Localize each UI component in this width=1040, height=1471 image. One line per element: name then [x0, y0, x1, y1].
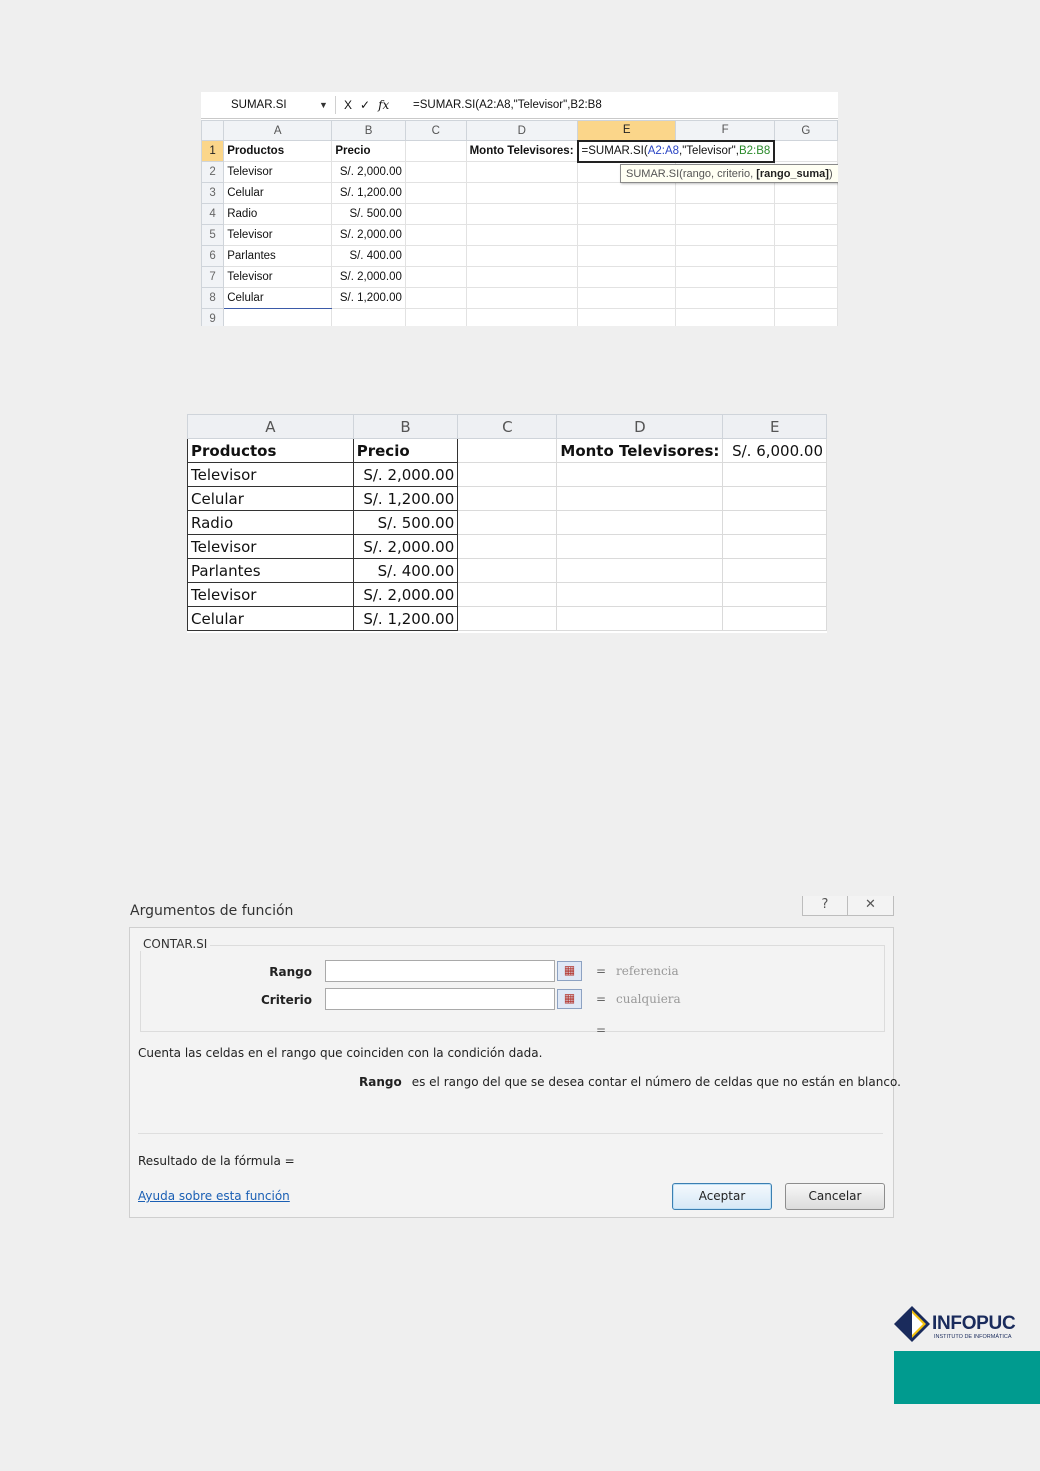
- criterio-input[interactable]: [325, 988, 555, 1010]
- sheet-row: [202, 309, 838, 327]
- cell[interactable]: [723, 583, 827, 607]
- cell[interactable]: Televisor: [224, 162, 332, 183]
- cell[interactable]: [723, 607, 827, 631]
- column-header[interactable]: G: [774, 121, 837, 141]
- cell[interactable]: [466, 309, 577, 327]
- column-header[interactable]: A: [188, 415, 354, 439]
- cell[interactable]: [578, 204, 676, 225]
- dropdown-arrow-icon[interactable]: ▼: [319, 100, 328, 110]
- cell[interactable]: [466, 204, 577, 225]
- cell[interactable]: Radio: [224, 204, 332, 225]
- argument-help-name: Rango: [359, 1075, 402, 1089]
- cell[interactable]: Monto Televisores:: [557, 439, 723, 463]
- function-description: Cuenta las celdas en el rango que coinciden con la condición dada.: [138, 1046, 543, 1060]
- cell[interactable]: Televisor: [188, 583, 354, 607]
- worksheet-grid: [201, 120, 838, 326]
- cell[interactable]: [578, 246, 676, 267]
- function-name-label: CONTAR.SI: [140, 937, 210, 951]
- sheet-row: [202, 183, 838, 204]
- sheet-row: [188, 583, 827, 607]
- row-header[interactable]: 1: [202, 141, 224, 162]
- cell[interactable]: [458, 535, 557, 559]
- formula-sum-range-ref: B2:B8: [738, 145, 771, 157]
- cell[interactable]: [458, 463, 557, 487]
- criterio-equals: =: [596, 992, 607, 1006]
- cell[interactable]: [458, 559, 557, 583]
- brand-subtitle: INSTITUTO DE INFORMÁTICA: [934, 1334, 1012, 1340]
- close-icon[interactable]: ✕: [848, 896, 894, 916]
- sheet-row: [202, 225, 838, 246]
- cell[interactable]: [774, 141, 837, 162]
- cell[interactable]: [774, 246, 837, 267]
- cell[interactable]: Precio: [353, 439, 458, 463]
- ok-button[interactable]: Aceptar: [672, 1183, 772, 1210]
- cell[interactable]: Radio: [188, 511, 354, 535]
- cell[interactable]: S/. 2,000.00: [353, 535, 458, 559]
- function-result-equals: =: [596, 1023, 607, 1037]
- cell[interactable]: [405, 309, 466, 327]
- criterio-label: Criterio: [261, 993, 312, 1007]
- cell[interactable]: [774, 204, 837, 225]
- cell[interactable]: [405, 183, 466, 204]
- cell[interactable]: [578, 267, 676, 288]
- cell[interactable]: S/. 2,000.00: [332, 225, 406, 246]
- tooltip-signature[interactable]: SUMAR.SI(rango, criterio,: [626, 168, 757, 180]
- cell[interactable]: [557, 583, 723, 607]
- cell[interactable]: Productos: [224, 141, 332, 162]
- cell[interactable]: [774, 309, 837, 327]
- row-header[interactable]: 5: [202, 225, 224, 246]
- cell[interactable]: [557, 535, 723, 559]
- cell[interactable]: S/. 1,200.00: [332, 288, 406, 309]
- enter-check-icon[interactable]: ✓: [360, 98, 371, 112]
- cell[interactable]: [676, 267, 774, 288]
- cell[interactable]: S/. 500.00: [353, 511, 458, 535]
- collapse-dialog-icon[interactable]: ▦: [557, 989, 582, 1009]
- rango-equals: =: [596, 964, 607, 978]
- cell[interactable]: [557, 607, 723, 631]
- row-header[interactable]: 6: [202, 246, 224, 267]
- dialog-title: Argumentos de función: [130, 903, 294, 919]
- formula-range-ref: A2:A8: [647, 145, 680, 157]
- column-header[interactable]: F: [676, 121, 774, 141]
- cell[interactable]: [458, 607, 557, 631]
- cancel-x-icon[interactable]: X: [344, 98, 353, 112]
- formula-criteria: ,"Televisor",: [679, 145, 739, 157]
- collapse-dialog-icon[interactable]: ▦: [557, 961, 582, 981]
- cell[interactable]: [774, 288, 837, 309]
- rango-hint: referencia: [616, 964, 679, 978]
- cell[interactable]: [676, 246, 774, 267]
- sheet-row: [202, 141, 838, 162]
- infopuc-logo: [892, 1300, 1027, 1348]
- cell[interactable]: S/. 2,000.00: [332, 267, 406, 288]
- formula-prefix: =SUMAR.SI(: [581, 145, 648, 157]
- sheet-row: [188, 463, 827, 487]
- cell[interactable]: [224, 309, 332, 327]
- cell[interactable]: S/. 400.00: [332, 246, 406, 267]
- cell[interactable]: [557, 463, 723, 487]
- cell[interactable]: [332, 309, 406, 327]
- function-arguments-dialog: [124, 896, 901, 1222]
- column-header[interactable]: E: [578, 121, 676, 141]
- cell[interactable]: S/. 1,200.00: [353, 487, 458, 511]
- rango-label: Rango: [269, 965, 312, 979]
- column-header[interactable]: C: [458, 415, 557, 439]
- criterio-hint: cualquiera: [616, 992, 681, 1006]
- select-all-corner[interactable]: [202, 121, 224, 141]
- dialog-body: [129, 927, 901, 1218]
- cell[interactable]: [458, 439, 557, 463]
- row-header[interactable]: 2: [202, 162, 224, 183]
- sheet-row: [202, 246, 838, 267]
- formula-entry-screenshot: [201, 92, 838, 326]
- sheet-row: [188, 607, 827, 631]
- cell[interactable]: S/. 2,000.00: [353, 583, 458, 607]
- cell[interactable]: [458, 583, 557, 607]
- cell[interactable]: [723, 463, 827, 487]
- row-header[interactable]: 4: [202, 204, 224, 225]
- column-header[interactable]: D: [466, 121, 577, 141]
- cell[interactable]: [774, 225, 837, 246]
- cell[interactable]: [723, 535, 827, 559]
- cell[interactable]: [676, 225, 774, 246]
- cell[interactable]: [466, 183, 577, 204]
- cell[interactable]: [676, 309, 774, 327]
- row-header[interactable]: 7: [202, 267, 224, 288]
- cell[interactable]: S/. 400.00: [353, 559, 458, 583]
- column-header[interactable]: A: [224, 121, 332, 141]
- cell[interactable]: [723, 511, 827, 535]
- cell[interactable]: Monto Televisores:: [466, 141, 577, 162]
- cell[interactable]: [458, 487, 557, 511]
- sheet-row: [188, 487, 827, 511]
- formula-bar-input[interactable]: =SUMAR.SI(A2:A8,"Televisor",B2:B8: [413, 99, 602, 111]
- cell[interactable]: [557, 511, 723, 535]
- cell[interactable]: Celular: [224, 288, 332, 309]
- insert-function-icon[interactable]: fx: [378, 98, 390, 112]
- cancel-button[interactable]: Cancelar: [785, 1183, 885, 1210]
- sheet-row: [202, 288, 838, 309]
- sheet-row: [202, 267, 838, 288]
- cell[interactable]: [578, 225, 676, 246]
- cell[interactable]: Celular: [188, 487, 354, 511]
- cell[interactable]: [578, 288, 676, 309]
- editing-cell[interactable]: [578, 141, 775, 162]
- cell[interactable]: [676, 288, 774, 309]
- cell[interactable]: [405, 162, 466, 183]
- name-box[interactable]: SUMAR.SI: [231, 99, 287, 111]
- cell[interactable]: Celular: [188, 607, 354, 631]
- row-header[interactable]: 8: [202, 288, 224, 309]
- formula-result-label: Resultado de la fórmula =: [138, 1154, 295, 1168]
- argument-help: [359, 1075, 901, 1089]
- cell[interactable]: S/. 500.00: [332, 204, 406, 225]
- cell[interactable]: Televisor: [188, 535, 354, 559]
- cell[interactable]: [466, 288, 577, 309]
- row-header[interactable]: 3: [202, 183, 224, 204]
- sheet-row: [188, 511, 827, 535]
- cell[interactable]: [723, 559, 827, 583]
- formula-bar: [201, 92, 838, 119]
- help-icon[interactable]: ?: [802, 896, 848, 916]
- cell[interactable]: [774, 183, 837, 204]
- cell[interactable]: Parlantes: [224, 246, 332, 267]
- cell[interactable]: [466, 225, 577, 246]
- cell[interactable]: [405, 288, 466, 309]
- cell[interactable]: [405, 141, 466, 162]
- rango-input[interactable]: [325, 960, 555, 982]
- tooltip-suffix: ): [828, 168, 833, 180]
- sheet-row: [202, 204, 838, 225]
- cell[interactable]: [676, 183, 774, 204]
- cell[interactable]: Precio: [332, 141, 406, 162]
- column-header-row: [188, 415, 827, 439]
- cell[interactable]: S/. 2,000.00: [332, 162, 406, 183]
- cell[interactable]: Televisor: [188, 463, 354, 487]
- cell[interactable]: [458, 511, 557, 535]
- divider: [138, 1133, 883, 1134]
- cell[interactable]: Productos: [188, 439, 354, 463]
- brand-name: INFOPUC: [932, 1313, 1016, 1334]
- cell[interactable]: [676, 204, 774, 225]
- function-help-link[interactable]: Ayuda sobre esta función: [138, 1189, 290, 1203]
- cell[interactable]: [466, 246, 577, 267]
- cell[interactable]: [557, 487, 723, 511]
- cell[interactable]: S/. 1,200.00: [353, 607, 458, 631]
- cell[interactable]: [723, 487, 827, 511]
- cell[interactable]: [405, 225, 466, 246]
- argument-help-text: es el rango del que se desea contar el número de celdas que no están en blanco.: [411, 1075, 901, 1089]
- cell[interactable]: [405, 267, 466, 288]
- column-header[interactable]: C: [405, 121, 466, 141]
- cell[interactable]: [466, 162, 577, 183]
- row-header[interactable]: 9: [202, 309, 224, 327]
- sheet-row: [188, 439, 827, 463]
- cell[interactable]: [578, 183, 676, 204]
- cell[interactable]: Celular: [224, 183, 332, 204]
- cell[interactable]: [578, 309, 676, 327]
- column-header-row: [202, 121, 838, 141]
- column-header[interactable]: D: [557, 415, 723, 439]
- tooltip-current-arg[interactable]: [rango_suma]: [756, 168, 829, 180]
- cell[interactable]: Parlantes: [188, 559, 354, 583]
- result-cell[interactable]: S/. 6,000.00: [723, 439, 827, 463]
- sheet-row: [188, 535, 827, 559]
- cell[interactable]: S/. 2,000.00: [353, 463, 458, 487]
- result-grid: [187, 414, 827, 631]
- brand-color-block: [894, 1351, 1040, 1404]
- cell[interactable]: [774, 267, 837, 288]
- formula-bar-separator: [335, 96, 336, 114]
- function-tooltip: [620, 164, 838, 183]
- cell[interactable]: [405, 204, 466, 225]
- cell[interactable]: [466, 267, 577, 288]
- result-screenshot: [187, 414, 827, 633]
- cell[interactable]: [405, 246, 466, 267]
- column-header[interactable]: B: [353, 415, 458, 439]
- column-header[interactable]: B: [332, 121, 406, 141]
- cell[interactable]: S/. 1,200.00: [332, 183, 406, 204]
- cell[interactable]: Televisor: [224, 267, 332, 288]
- sheet-row: [188, 559, 827, 583]
- column-header[interactable]: E: [723, 415, 827, 439]
- cell[interactable]: [557, 559, 723, 583]
- cell[interactable]: Televisor: [224, 225, 332, 246]
- infopuc-logo-icon: [892, 1304, 932, 1344]
